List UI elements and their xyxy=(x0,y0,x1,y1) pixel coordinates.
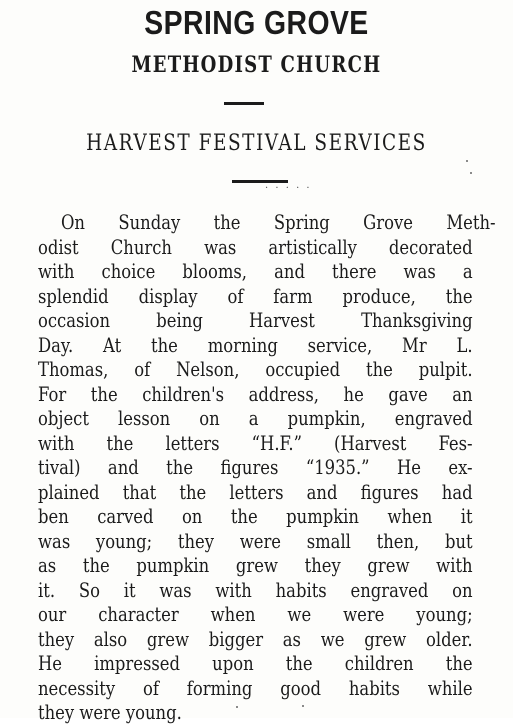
divider-rule xyxy=(224,102,264,105)
article-line: For the children's address, he gave an xyxy=(38,381,473,406)
article-line: with the letters “H.F.” (Harvest Fes- xyxy=(38,430,473,455)
article-line: Day. At the morning service, Mr L. xyxy=(38,332,473,357)
article-line: with choice blooms, and there was a xyxy=(38,259,473,283)
article-line: was young; they were small then, but xyxy=(38,528,473,553)
article-line: On Sunday the Spring Grove Meth- xyxy=(60,210,496,234)
print-speck xyxy=(470,172,472,174)
article-line: He impressed upon the children the xyxy=(38,651,473,675)
article-line: occasion being Harvest Thanksgiving xyxy=(38,308,473,332)
article-line: our character when we were young; xyxy=(38,602,473,626)
article-line: they also grew bigger as we grew older. xyxy=(38,626,473,651)
print-specks: · · · · · xyxy=(265,183,312,194)
article-line: splendid display of farm produce, the xyxy=(38,283,473,308)
print-speck xyxy=(302,705,304,707)
article-line: they were young. xyxy=(38,700,182,724)
article-line: Thomas, of Nelson, occupied the pulpit. xyxy=(38,357,473,381)
section-heading: HARVEST FESTIVAL SERVICES xyxy=(86,131,427,156)
article-body xyxy=(38,210,496,725)
article-line: tival) and the figures “1935.” He ex- xyxy=(38,455,473,479)
article-line: object lesson on a pumpkin, engraved xyxy=(38,406,473,430)
article-line: necessity of forming good habits while xyxy=(38,675,473,700)
article-line: as the pumpkin grew they grew with xyxy=(38,553,473,577)
article-line: ben carved on the pumpkin when it xyxy=(38,504,473,528)
print-speck xyxy=(466,160,468,162)
article-line: plained that the letters and figures had xyxy=(38,479,473,504)
article-line: it. So it was with habits engraved on xyxy=(38,577,473,602)
headline-subtitle: METHODIST CHURCH xyxy=(131,52,382,78)
print-speck xyxy=(236,706,238,708)
headline-title: SPRING GROVE xyxy=(144,4,369,41)
article-line: odist Church was artistically decorated xyxy=(38,234,473,259)
